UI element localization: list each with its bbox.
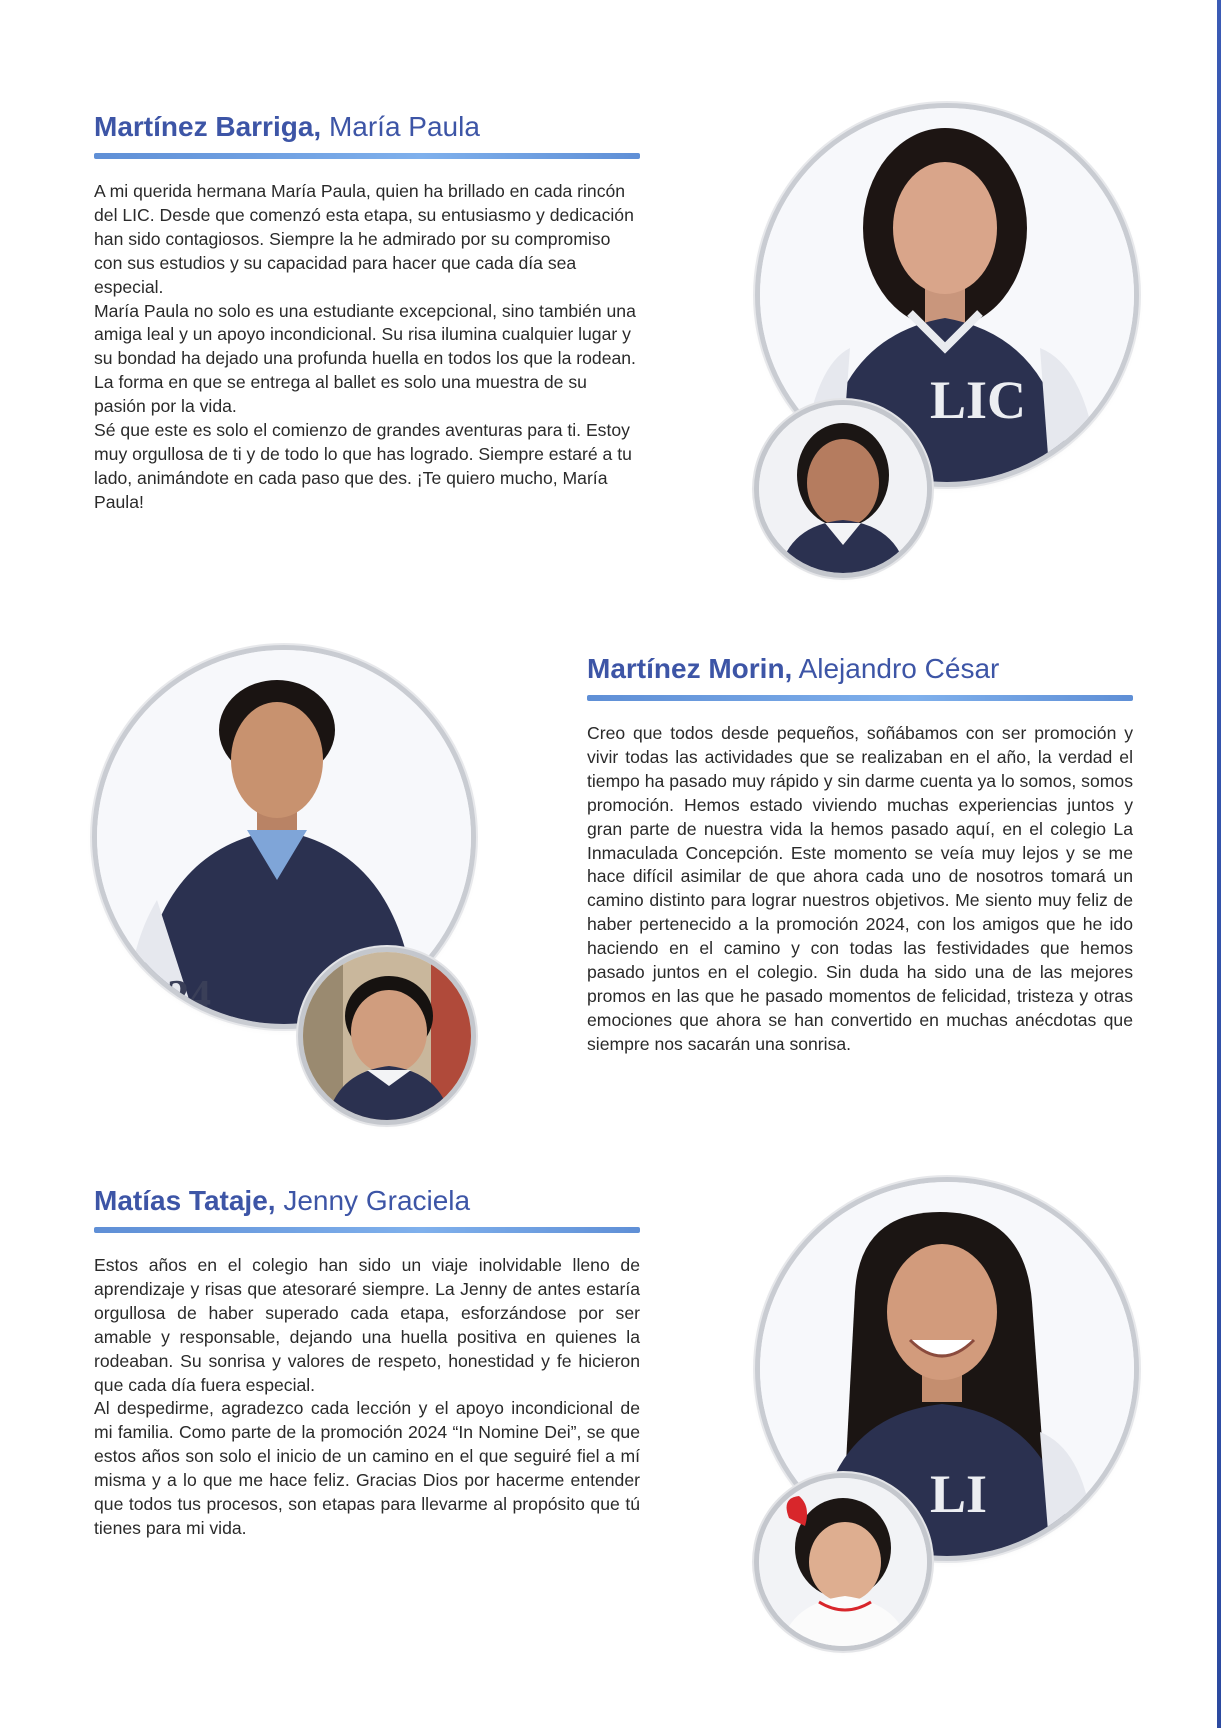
student-entry-martinez-barriga [94,113,640,515]
student-given-name: María Paula [328,111,480,142]
student-surname: Martínez Morin, [587,653,793,684]
student-name [94,1187,640,1215]
name-underline [94,153,640,159]
jacket-letters: LI [930,1464,988,1524]
student-surname: Martínez Barriga, [94,111,322,142]
student-given-name: Alejandro César [798,653,1000,684]
childhood-photo [759,1478,927,1646]
jacket-letters: LIC [930,370,1027,430]
childhood-photo [303,952,471,1120]
dedication-paragraph: Estos años en el colegio han sido un viaje inolvidable lleno de aprendizaje y risas que atesoraré siempre. La Jenny de antes estaría orgullosa de haber superado cada etapa, esforzándose por ser amable y responsable, dejando una huella positiva en quienes la rodeaban. Su sonrisa y valores de respeto, honestidad y fe hicieron que cada día fuera especial. [94,1255,640,1395]
student-name [94,113,640,141]
dedication-paragraph: Al despedirme, agradezco cada lección y el apoyo incondicional de mi familia. Como parte de la promoción 2024 “In Nomine Dei”, se que estos años son solo el inicio de un camino en el que seguiré fiel a mí misma y a lo que me hace feliz. Gracias Dios por hacerme entender que todos tus procesos, son etapas para llevarme al propósito que tú tienes para mi vida. [94,1398,640,1538]
dedication-paragraph: A mi querida hermana María Paula, quien ha brillado en cada rincón del LIC. Desde que comenzó esta etapa, su entusiasmo y dedicación han sido contagiosos. Siempre la he admirado por su compromiso con sus estudios y su capacidad para hacer que cada día sea especial. [94,181,634,297]
student-entry-matias-tataje [94,1187,640,1541]
student-surname: Matías Tataje, [94,1185,276,1216]
student-name [587,655,1133,683]
dedication-paragraph: Creo que todos desde pequeños, soñábamos con ser promoción y vivir todas las actividades que se realizaban en el año, la verdad el tiempo ha pasado muy rápido y sin darme cuenta ya lo somos, somos promoción. Hemos estado viviendo muchas experiencias juntos y gran parte de nuestra vida la hemos pasado aquí, en el colegio La Inmaculada Concepción. Este momento se veía muy lejos y se me hace difícil asimilar de que ahora cada uno de nosotros tomará un camino distinto para lograr nuestros objetivos. Me siento muy feliz de haber pertenecido a la promoción 2024, con los amigos que he ido haciendo en el camino y con todas las festividades que hemos pasado juntos en el colegio. Sin duda ha sido una de las mejores promos en las que he pasado momentos de felicidad, tristeza y otras emociones que ahora se han convertido en muchas anécdotas que siempre nos sacarán una sonrisa. [587,723,1133,1054]
childhood-photo [759,405,927,573]
dedication-paragraph: María Paula no solo es una estudiante excepcional, sino también una amiga leal y un apoyo incondicional. Su risa ilumina cualquier lugar y su bondad ha dejado una profunda huella en todos los que la rodean. La forma en que se entrega al ballet es solo una muestra de su pasión por la vida. [94,300,636,417]
student-given-name: Jenny Graciela [283,1185,471,1216]
name-underline [94,1227,640,1233]
dedication-paragraph: Sé que este es solo el comienzo de grandes aventuras para ti. Estoy muy orgullosa de ti y de todo lo que has logrado. Siempre estaré a tu lado, animándote en cada paso que des. ¡Te quiero mucho, María Paula! [94,420,632,512]
name-underline [587,695,1133,701]
page-edge-bar [1217,0,1221,1728]
student-entry-martinez-morin [587,655,1133,1057]
jacket-number: 24 [167,971,211,1020]
